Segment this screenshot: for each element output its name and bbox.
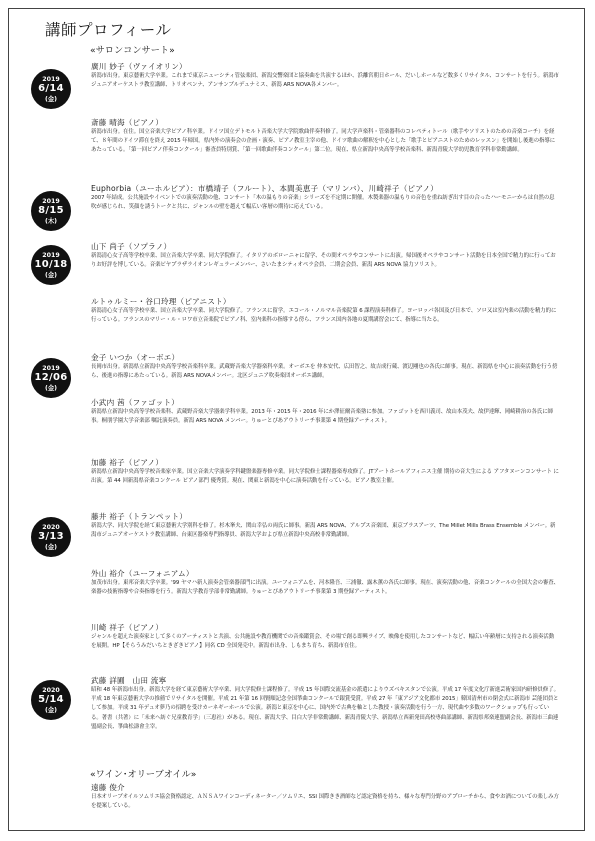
profile-toyama: [91, 568, 559, 597]
profile-name: 加藤 裕子（ピアノ）: [91, 458, 164, 467]
profile-name: 廣川 妙子（ヴァイオリン）: [91, 62, 187, 71]
date-badge: [31, 191, 71, 231]
profile-bio: ジャンルを超えた演奏家として多くのアーティストと共演、公共施設や教育機関での音楽鑑賞会、その場で創る即興ライブ、映像を使用したコンサートなど、幅広い年齢層に支持される演奏活動を展開。HP【そらうみだいちときざきピアノ】同名 CD 全国発売中。新潟市出身、しもまち育ち、新潟市在住。: [91, 634, 555, 650]
profile-name: ルトゥルミー・谷口玲理（ピアニスト）: [91, 297, 231, 306]
profile-fujii: [91, 511, 559, 540]
profile-kato: [91, 457, 559, 486]
date-weekday: (金): [44, 544, 58, 551]
date-year: 2019: [42, 198, 60, 205]
profile-name: 藤井 裕子（トランペット）: [91, 512, 188, 521]
profile-name: 外山 裕介（ユーフォニアム）: [91, 569, 194, 578]
profile-name: 武藤 詳圃 山田 流寧: [91, 676, 167, 685]
profile-name: 小武内 茜（ファゴット）: [91, 398, 180, 407]
profile-name: 山下 尚子（ソプラノ）: [91, 242, 172, 251]
date-year: 2020: [42, 687, 60, 694]
date-year: 2019: [42, 76, 60, 83]
profile-bio: 新潟清心女子高等学校卒業、国立音楽大学卒業、同大学院修了。イタリアのボローニャに留学、その間オペラやコンサートに出演。帰国後オペラやコンサート活動を日本全国で精力的に行っておりお好評を博している。音楽ピヤプラザライオンレギュラーメンバー、さいたまシティオペラ会員、二期会会員、新潟 ARS NOVA 協力ソリスト。: [91, 253, 556, 269]
date-month-day: 8/15: [38, 205, 64, 216]
profile-kaneko: [91, 352, 559, 381]
profile-yamashita: [91, 241, 559, 270]
profile-bio: 加茂市出身。東邦音楽大学卒業。'99 ヤマハ新人演奏会管楽器部門に出演。ユーフォニアムを、河本隆吾、三浦徹、露木薫の各氏に師事。現在、演奏活動の他、音楽コンクールの全国大会の審査、楽器の技術指導や合奏指導を行う。新潟大学教育学部非常勤講師。りゅーとぴあアウトリーチ事業第 3 期登録アーティスト。: [91, 580, 559, 596]
profile-bio: 新潟清心女子高等学校卒業、国立音楽大学卒業、同大学院修了。フランスに留学。エコール・ノルマル音楽院第 6 課程演奏科修了。ヨーロッパ各国及び日本で、ソロ又は室内楽の活動を精力的に行っている。フランスのマリー・ル・ロワ市立音楽院でピアノ科、室内楽科の指導する傍ら、フランス国内各地の夏期講習会にて、指導に当たる。: [91, 308, 557, 324]
date-weekday: (金): [44, 96, 58, 103]
profile-bio: 新潟市出身。在住。国立音楽大学ピアノ科卒業。ドイツ国立デトモルト音楽大学大学院歌曲伴奏科修了。同大学声楽科・管楽器科のコレペティトール（歌手やソリストのための音楽コーチ）を経て、８年間のドイツ滞在を終え 2015 年帰国。県内外の演奏会の企画・演奏、ピアノ教室主宰の他、ドイツ歌曲の解釈を中心とした「歌手とピアニストのためのレッスン」を開始し後進の指導にあたっている。「第一回ピアノ伴奏コンクール」審査員特別賞、「第一回歌曲伴奏コンクール」第二位。現在、県立新潟中央高等学校音楽科、新潟青陵大学幼児教育学科非常勤講師。: [91, 129, 556, 154]
page-title: 講師プロフィール: [45, 21, 172, 39]
profile-endo: [91, 782, 559, 811]
profile-bio: 昭和 48 年新潟市出身。新潟大学を経て東京藝術大学卒業、同大学院修士課程修了。平成 15 年国際交流基金の派遣によりウズベキスタンで公演。平成 17 年度文化庁新進芸術家国内研修員修了。平成 18 年東京藝術大学の推薦でリサイタルを開催。平成 21 年第 16 回賢順記念全国箏曲コンクールで銀賞受賞。平成 27 年「東アジア文化都市 2015」韓国清州市の閉会式に新潟市 芸能団員として参加。平成 31 年デュオ夢乃の招聘を受けカーネギーホールで公演。新潟と東京を中心に、国内外で古典を軸とした教授・演奏活動を行う一方、現代曲や多数のワークショップも行っている。著書（共著）に「未来へ紡ぐ兄童教育学」（三恵社）がある。現在、新潟大学、目白大学非常勤講師、新潟青陵大学、新潟県立西新発田高校専曲部講師、新潟県邦楽連盟副会長、新潟市三曲連盟副会長、箏曲松濤會主宰。: [91, 687, 559, 730]
date-year: 2019: [42, 252, 60, 259]
date-month-day: 6/14: [38, 83, 64, 94]
profile-saito: [91, 117, 559, 156]
profile-name: 斎藤 晴海（ピアノ）: [91, 118, 164, 127]
profile-name: 遠藤 俊介: [91, 783, 125, 792]
section-heading-salon-concert: «サロンコンサート»: [90, 45, 175, 56]
profile-bio: 新潟県立新潟中央高等学校音楽科、武蔵野音楽大学器楽学科卒業。2013 年・2015 年・2016 年にか澤征爾音楽塾に参加。ファゴットを西川義司、故山本茂夫、故伊達輝、岡崎耕治の各氏に師事。桐朋学園大学音楽部 嘱託演奏員。新潟 ARS NOVA メンバー。りゅーとぴあアウトリーチ事業第 4 期登録アーティスト。: [91, 409, 553, 425]
date-weekday: (金): [44, 707, 58, 714]
profile-bio: 長岡市出身。新潟県立新潟中央高等学校音楽科卒業。武蔵野音楽大学器楽科卒業。オーボエを 仲本安代、広田智之、故吉成行蔵、渡辺剛也の各氏に師事。現在、新潟県を中心に演奏活動を行う傍ら、後進の指導にあたっている。新潟 ARS NOVAメンバー。北区ジュニア吹奏楽団オーボエ講師。: [91, 364, 558, 380]
date-weekday: (木): [44, 218, 58, 225]
profile-euphorbia: [91, 183, 559, 212]
profile-bio: 新潟県立新潟中央高等学校音楽家卒業。国立音楽大学演奏学科鍵盤楽器専修卒業。同大学院修士課程器楽専攻修了。JTアートホールアフィニス主催 期待の音大生による アフタヌーンコンサート に出演。第 44 回新潟県音楽コンクール ピアノ部門 優秀賞。現在、関東と新潟を中心に演奏活動を行っている。ピアノ教室主催。: [91, 469, 559, 485]
date-badge: [31, 517, 71, 557]
date-month-day: 12/06: [34, 372, 68, 383]
profile-bio: 新潟市出身。東京藝術大学卒業。これまで東京ニューシティ管弦楽団、新潟交響楽団と協奏曲を共演するほか、浜離宮朝日ホール、だいしホールなど数多くリサイタル、コンサートを行う。新潟市ジュニアオーケストラ教室講師、トリオペンナ、アンサンブルデュナミス、新潟 ARS NOVA各メンバー。: [91, 73, 559, 89]
profile-kawasaki: [91, 622, 559, 651]
profile-bio: 日本オリーブオイルソムリエ協会資格認定、ＡＮＳＡワインコーディネーター／ソムリエ、SSI 国際きき酒師など認定資格を持ち、様々な専門分野のアプローチから、食やお酒についての楽しみ方を提案している。: [91, 794, 559, 810]
section-heading-wine-olive-oil: «ワイン･オリーブオイル»: [90, 769, 197, 780]
date-year: 2019: [42, 365, 60, 372]
profile-bio: 2007 年結成。公共施設やイベントでの演奏活動の他、コンサート「木の温もりの音楽」シリーズを不定期に開催。木製楽器の温もりの音色を重ね紡ぎ出す目の合ったハーモニーからは自然の息吹が感じられ、笑顔を誘うトークと共に、ジャンルの壁を越えて幅広い客層の期待に応えている。: [91, 195, 555, 211]
date-badge: [31, 358, 71, 398]
profile-muto-yamada: [91, 675, 559, 732]
date-weekday: (金): [44, 385, 58, 392]
profile-hirokawa: [91, 61, 559, 90]
profile-bio: 新潟大学、同大学院を経て東京藝術大学別科を修了。杉木峯夫、関山幸弘の両氏に師事。新潟 ARS NOVA、アルプス音楽団、東京ブラスアーツ、The Millet Mills Brass Ensemble メンバー。新潟市ジュニアオーケストラ教室講師、台東区器楽専門指導員、新潟大学および県立新潟中央高校非常勤講師。: [91, 523, 556, 539]
date-badge: [31, 245, 71, 285]
profile-name: 川崎 祥子（ピアノ）: [91, 623, 164, 632]
date-weekday: (金): [44, 272, 58, 279]
date-month-day: 5/14: [38, 694, 64, 705]
date-badge: [31, 69, 71, 109]
date-month-day: 10/18: [34, 259, 68, 270]
date-month-day: 3/13: [38, 531, 64, 542]
date-year: 2020: [42, 524, 60, 531]
profile-name: 金子 いつか（オーボエ）: [91, 353, 180, 362]
profile-name: Euphorbia（ユーホルビア）：市橋靖子（フルート）、本間美恵子（マリンバ）、川崎祥子（ピアノ）: [91, 184, 439, 193]
profile-letourmy-taniguchi: [91, 296, 559, 325]
date-badge: [31, 680, 71, 720]
profile-kobunai: [91, 397, 559, 426]
